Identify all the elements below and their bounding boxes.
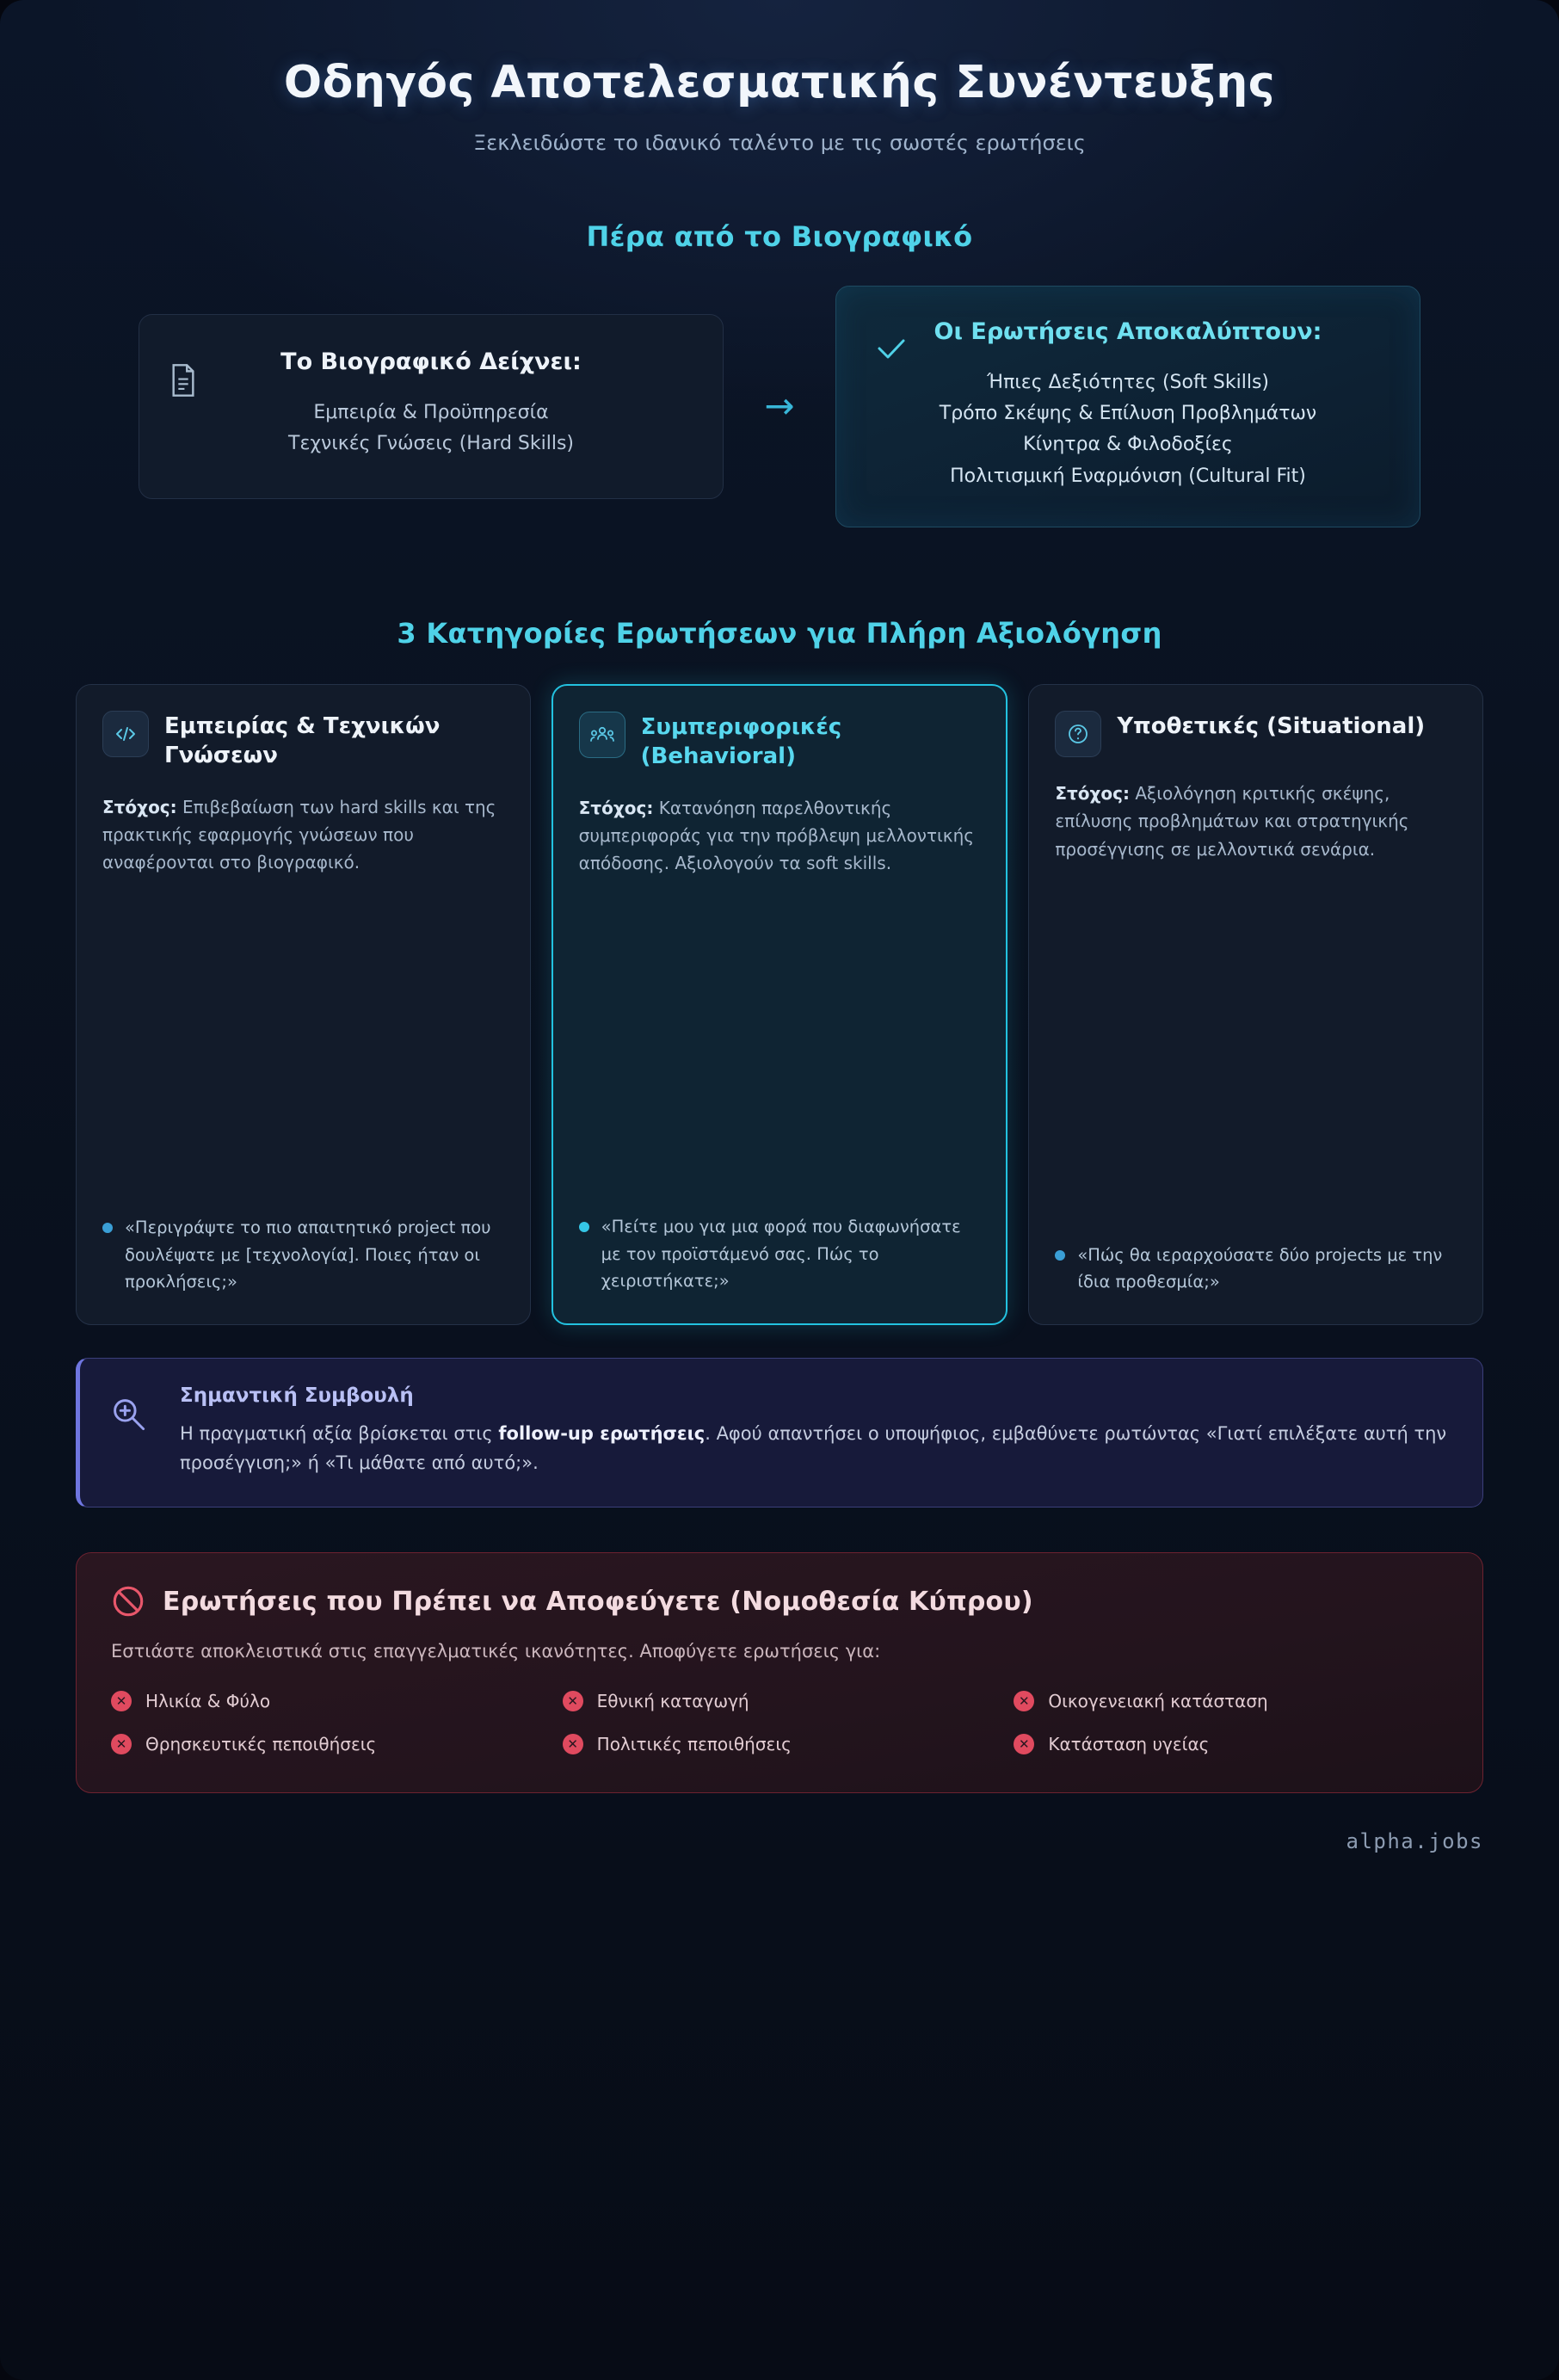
bullet-icon — [102, 1223, 113, 1233]
x-circle-icon: ✕ — [563, 1691, 583, 1711]
category-header — [579, 712, 981, 772]
avoid-title: Ερωτήσεις που Πρέπει να Αποφεύγετε (Νομοθεσία Κύπρου) — [163, 1586, 1033, 1617]
avoid-item-label: Εθνική καταγωγή — [596, 1691, 749, 1712]
category-header — [102, 711, 504, 771]
category-title: Συμπεριφορικές (Behavioral) — [640, 713, 842, 769]
question-text: «Πείτε μου για μια φορά που διαφωνήσατε με τον προϊστάμενό σας. Πώς το χειριστήκατε;» — [601, 1217, 961, 1291]
avoid-item — [563, 1734, 997, 1754]
code-icon — [102, 711, 149, 757]
category-sample-question — [579, 1174, 981, 1294]
questions-reveal-card — [835, 286, 1420, 527]
header — [76, 0, 1483, 155]
avoid-items-grid — [111, 1691, 1448, 1754]
avoid-item-label: Ηλικία & Φύλο — [145, 1691, 271, 1712]
bullet-icon — [1055, 1250, 1065, 1261]
important-tip-callout — [76, 1358, 1483, 1508]
question-circle-icon — [1055, 711, 1101, 757]
question-text: «Πώς θα ιεραρχούσατε δύο projects με την ίδια προθεσμία;» — [1077, 1244, 1443, 1292]
category-card-situational — [1028, 684, 1483, 1325]
goal-text: Κατανόηση παρελθοντικής συμπεριφοράς για την πρόβλεψη μελλοντικής απόδοσης. Αξιολογούν τα soft skills. — [578, 797, 974, 874]
reveal-line: Πολιτισμική Εναρμόνιση (Cultural Fit) — [950, 465, 1306, 487]
category-goal — [1055, 780, 1457, 863]
avoid-item — [1014, 1691, 1448, 1711]
cv-shows-title: Το Βιογραφικό Δείχνει: — [280, 348, 582, 376]
cv-shows-lines — [174, 398, 688, 460]
check-icon — [876, 336, 907, 361]
goal-label: Στόχος: — [102, 796, 177, 817]
reveal-line: Τρόπο Σκέψης & Επίλυση Προβλημάτων — [939, 403, 1317, 425]
categories-row — [76, 684, 1483, 1325]
goal-text: Επιβεβαίωση των hard skills και της πρακτικής εφαρμογής γνώσεων που αναφέρονται στο βιογραφικό. — [102, 796, 496, 873]
bullet-icon — [579, 1222, 589, 1232]
avoid-item-label: Οικογενειακή κατάσταση — [1048, 1691, 1268, 1712]
category-goal — [102, 793, 504, 877]
section-title-categories: 3 Κατηγορίες Ερωτήσεων για Πλήρη Αξιολόγηση — [397, 616, 1162, 650]
avoid-item-label: Θρησκευτικές πεποιθήσεις — [145, 1734, 377, 1755]
questions-reveal-lines — [884, 367, 1371, 492]
questions-reveal-title: Οι Ερωτήσεις Αποκαλύπτουν: — [934, 318, 1322, 345]
reveal-line: Κίνητρα & Φιλοδοξίες — [1023, 434, 1233, 456]
goal-label: Στόχος: — [1055, 782, 1131, 804]
tip-bold: follow-up ερωτήσεις — [498, 1422, 706, 1444]
tip-text-after: . Αφού απαντήσει ο υποψήφιος, εμβαθύνετε ρωτώντας «Γιατί επιλέξατε αυτή την προσέγγιση;» ή «Τι μάθατε από αυτό;». — [180, 1422, 1447, 1473]
avoid-item — [111, 1691, 545, 1711]
avoid-item-label: Πολιτικές πεποιθήσεις — [596, 1734, 792, 1755]
page-subtitle: Ξεκλειδώστε το ιδανικό ταλέντο με τις σωστές ερωτήσεις — [473, 131, 1086, 155]
people-group-icon — [579, 712, 625, 758]
cv-shows-card — [139, 314, 724, 498]
avoid-item-label: Κατάσταση υγείας — [1048, 1734, 1210, 1755]
avoid-subtitle: Εστιάστε αποκλειστικά στις επαγγελματικές ικανότητες. Αποφύγετε ερωτήσεις για: — [111, 1641, 881, 1662]
section-title-beyond-cv: Πέρα από το Βιογραφικό — [586, 220, 973, 253]
reveal-line: Ήπιες Δεξιότητες (Soft Skills) — [986, 371, 1270, 393]
category-card-experience — [76, 684, 531, 1325]
x-circle-icon: ✕ — [1014, 1691, 1034, 1711]
category-header — [1055, 711, 1457, 757]
x-circle-icon: ✕ — [111, 1691, 132, 1711]
goal-label: Στόχος: — [578, 797, 654, 818]
goal-text: Αξιολόγηση κριτικής σκέψης, επίλυσης προβλημάτων και στρατηγικής προσέγγισης σε μελλοντικά σενάρια. — [1055, 782, 1409, 860]
avoid-questions-section — [76, 1552, 1483, 1793]
page-title: Οδηγός Αποτελεσματικής Συνέντευξης — [283, 57, 1276, 108]
beyond-cv-row — [76, 286, 1483, 527]
category-sample-question — [1055, 1202, 1457, 1295]
category-goal — [579, 794, 981, 878]
x-circle-icon: ✕ — [111, 1734, 132, 1754]
footer-brand: alpha.jobs — [1346, 1829, 1483, 1854]
category-title: Εμπειρίας & Τεχνικών Γνώσεων — [164, 712, 441, 768]
category-card-behavioral — [552, 684, 1008, 1325]
avoid-item — [563, 1691, 997, 1711]
arrow-right-icon: → — [764, 385, 795, 428]
tip-text-before: Η πραγματική αξία βρίσκεται στις — [180, 1422, 499, 1444]
avoid-item — [111, 1734, 545, 1754]
category-title: Υποθετικές (Situational) — [1117, 712, 1426, 739]
x-circle-icon: ✕ — [563, 1734, 583, 1754]
cv-shows-line: Τεχνικές Γνώσεις (Hard Skills) — [288, 433, 574, 455]
tip-title: Σημαντική Συμβουλή — [180, 1384, 414, 1407]
question-text: «Περιγράψτε το πιο απαιτητικό project που δουλέψατε με [τεχνολογία]. Ποιες ήταν οι προκλήσεις;» — [125, 1218, 491, 1292]
x-circle-icon: ✕ — [1014, 1734, 1034, 1754]
category-sample-question — [102, 1175, 504, 1295]
magnifier-plus-icon — [109, 1384, 159, 1477]
avoid-header — [111, 1584, 1448, 1619]
tip-body — [180, 1419, 1451, 1477]
avoid-item — [1014, 1734, 1448, 1754]
prohibited-icon — [111, 1584, 145, 1619]
document-icon — [169, 363, 198, 398]
cv-shows-line: Εμπειρία & Προϋπηρεσία — [313, 402, 549, 424]
